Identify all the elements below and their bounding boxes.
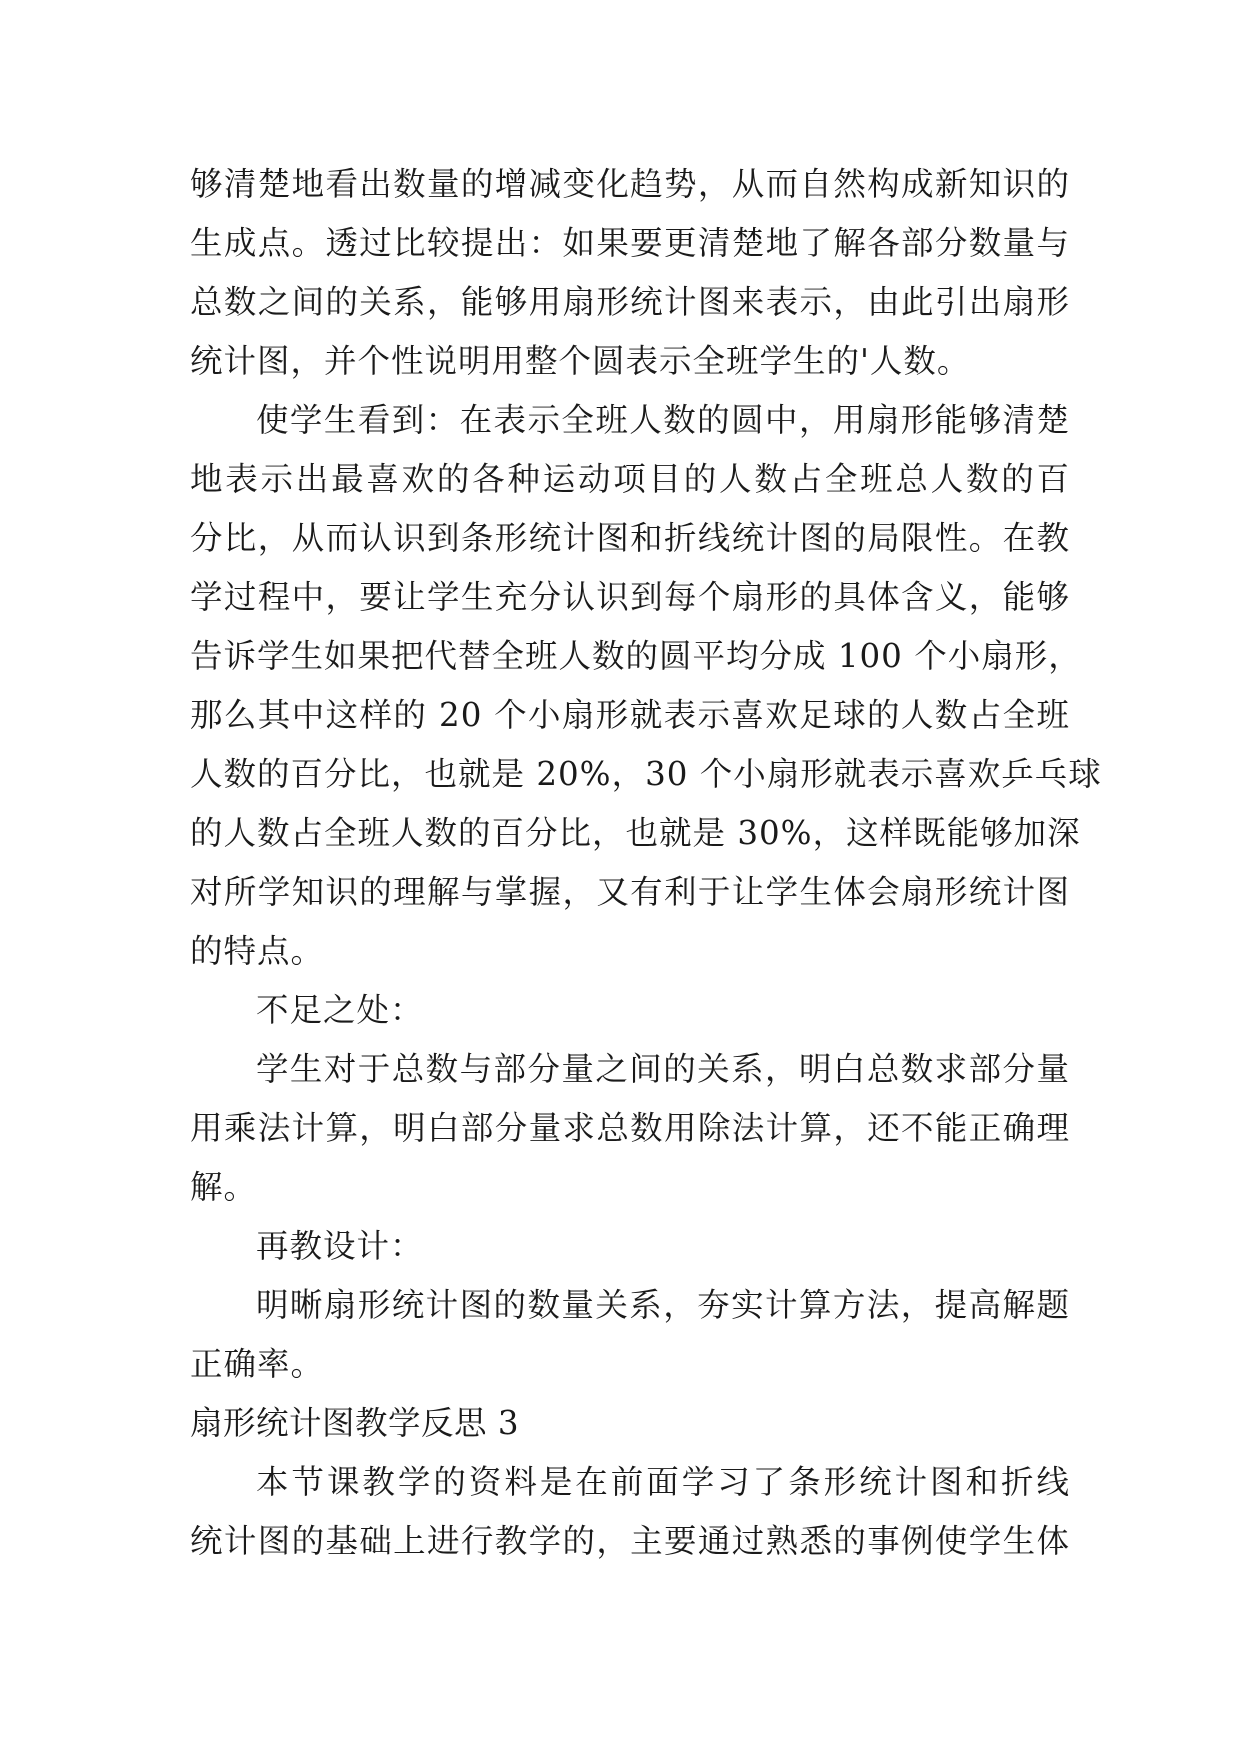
paragraph-line: 统计图的基础上进行教学的，主要通过熟悉的事例使学生体	[190, 1522, 1070, 1560]
paragraph-line: 人数的百分比，也就是 20%，30 个小扇形就表示喜欢乒乓球	[190, 755, 1102, 793]
paragraph-line: 分比，从而认识到条形统计图和折线统计图的局限性。在教	[190, 519, 1070, 557]
paragraph-line: 解。	[190, 1168, 258, 1206]
paragraph-line: 统计图，并个性说明用整个圆表示全班学生的'人数。	[190, 342, 971, 380]
paragraph-line: 的人数占全班人数的百分比，也就是 30%，这样既能够加深	[190, 814, 1081, 852]
paragraph-line: 地表示出最喜欢的各种运动项目的人数占全班总人数的百	[190, 460, 1070, 498]
paragraph-line: 学生对于总数与部分量之间的关系，明白总数求部分量	[256, 1050, 1070, 1088]
paragraph-line: 告诉学生如果把代替全班人数的圆平均分成 100 个小扇形，	[190, 637, 1082, 675]
section-heading: 扇形统计图教学反思 3	[190, 1404, 520, 1442]
paragraph-line: 那么其中这样的 20 个小扇形就表示喜欢足球的人数占全班	[190, 696, 1070, 734]
paragraph-line: 正确率。	[190, 1345, 325, 1383]
paragraph-line: 总数之间的关系，能够用扇形统计图来表示，由此引出扇形	[190, 283, 1070, 321]
section-label: 再教设计：	[256, 1227, 424, 1265]
paragraph-line: 用乘法计算，明白部分量求总数用除法计算，还不能正确理	[190, 1109, 1070, 1147]
section-label: 不足之处：	[256, 991, 424, 1029]
paragraph-line: 生成点。透过比较提出：如果要更清楚地了解各部分数量与	[190, 224, 1070, 262]
paragraph-line: 够清楚地看出数量的增减变化趋势，从而自然构成新知识的	[190, 165, 1070, 203]
paragraph-line: 的特点。	[190, 932, 325, 970]
paragraph-line: 明晰扇形统计图的数量关系，夯实计算方法，提高解题	[256, 1286, 1070, 1324]
paragraph-line: 使学生看到：在表示全班人数的圆中，用扇形能够清楚	[256, 401, 1070, 439]
paragraph-line: 对所学知识的理解与掌握，又有利于让学生体会扇形统计图	[190, 873, 1070, 911]
paragraph-line: 本节课教学的资料是在前面学习了条形统计图和折线	[256, 1463, 1070, 1501]
paragraph-line: 学过程中，要让学生充分认识到每个扇形的具体含义，能够	[190, 578, 1070, 616]
